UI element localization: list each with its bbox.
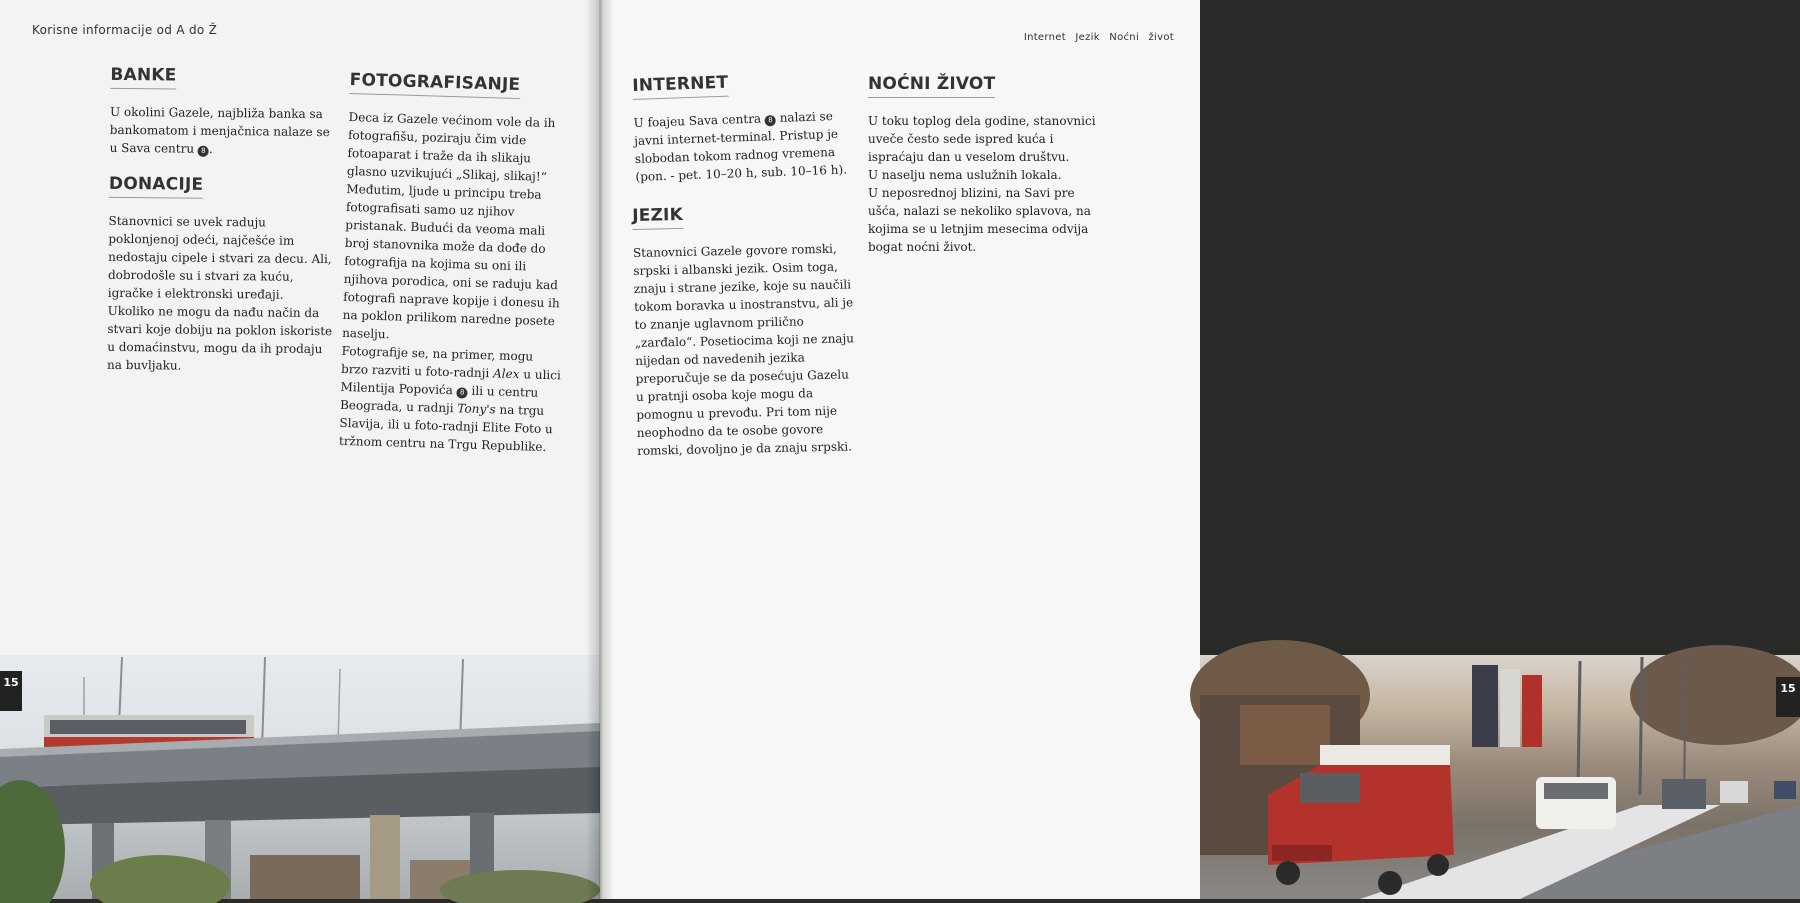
section-jezik <box>632 201 857 460</box>
section-text-internet <box>633 106 850 185</box>
section-text-fotografisanje-1: Deca iz Gazele većinom vole da ih fotografišu, poziraju čim vide fotoaparat i traže da ih slikaju glasno uzvikujući „Slikaj, slikaj!“ Međutim, ljude u principu treba fotografisati samo uz njihov pristanak. Budući da veoma mali broj stanovnika može da dođe do fotografija na kojima su oni ili njihova porodica, oni se raduju kad fotografi naprave kopije i donesu ih na poklon prilikom naredne posete naselju. <box>341 109 560 342</box>
section-title-donacije: DONACIJE <box>109 174 204 199</box>
photo-street-scene <box>1200 655 1800 899</box>
section-donacije <box>107 174 334 376</box>
section-title-banke: BANKE <box>110 65 176 90</box>
section-internet <box>632 68 851 185</box>
internet-text-a: U foajeu Sava centra <box>633 111 762 130</box>
foto-text-d: na trgu Slavija, ili u foto-radnji Elite Foto u tržnom centru na Trgu Republike. <box>338 402 553 454</box>
bridge-photo-illustration <box>0 655 600 899</box>
section-nocni-zivot <box>868 74 1098 256</box>
section-fotografisanje <box>339 70 570 456</box>
section-text-banke: U okolini Gazele, najbliža banka sa bankomatom i menjačnica nalaze se u Sava centru 8 . <box>109 104 330 156</box>
foto-text-c: ili u centru Beograda, u radnji <box>339 383 539 416</box>
section-title-fotografisanje: FOTOGRAFISANJE <box>349 70 520 99</box>
section-text-nocni-zivot-1: U toku toplog dela godine, stanovnici uveče često sede ispred kuća i ispraćaju dan u veselom društvu. <box>868 114 1096 164</box>
page-number-tab-right: 15 <box>1776 677 1800 717</box>
location-marker-icon: 8 <box>456 387 467 398</box>
section-title-internet: INTERNET <box>632 73 729 100</box>
page-number-tab-left: 15 <box>0 671 22 711</box>
internet-text-b: nalazi se javni internet-terminal. Pristup je slobodan tokom radnog vremena (pon. - pet. 10–20 h, sub. 10–16 h). <box>634 109 848 184</box>
foto-text-b: u ulici Milentija Popovića <box>340 367 562 398</box>
shop-name-tonys: Tony's <box>457 401 496 417</box>
foto-text-a: Fotografije se, na primer, mogu brzo razviti u foto-radnji <box>340 343 534 381</box>
section-text-fotografisanje-2 <box>339 342 562 456</box>
photo-bridge-overpass <box>0 655 600 899</box>
section-text-jezik: Stanovnici Gazele govore romski, srpski i albanski jezik. Osim toga, znaju i strane jezike, koje su naučili tokom boravka u inostranstvu, ali je to znanje uglavnom prilično „zarđalo“. Posetiocima koji ne znaju nijedan od navedenih jezika preporučuje se da posećuju Gazelu u pratnji osoba koje mogu da pomognu u prevođu. Pri tom nije neophodno da te osobe govore romski, dovoljno je da znaju srpski. <box>632 241 855 458</box>
section-title-nocni-zivot: NOĆNI ŽIVOT <box>868 74 995 98</box>
street-photo-illustration <box>1200 655 1800 899</box>
section-banke <box>110 65 336 159</box>
running-head-left: Korisne informacije od A do Ž <box>32 23 218 37</box>
section-text-donacije: Stanovnici se uvek raduju poklonjenoj odeći, najčešće im nedostaju cipele i stvari za decu. Ali, dobrodošle su i stvari za kuću, igračke i elektronski uređaji. Ukoliko ne mogu da nađu način da stvari koje dobiju na poklon iskoriste u domaćinstvu, mogu da ih prodaju na buvljaku. <box>106 213 333 373</box>
shop-name-alex: Alex <box>492 366 520 382</box>
section-text-nocni-zivot-2: U naselju nema uslužnih lokala. <box>868 168 1062 182</box>
running-head-right: Internet Jezik Noćni život <box>1023 32 1174 43</box>
location-marker-icon: 8 <box>765 115 776 126</box>
section-title-jezik: JEZIK <box>632 205 683 230</box>
banke-text: U okolini Gazele, najbliža banka sa bankomatom i menjačnica nalaze se u Sava centru <box>109 104 330 156</box>
section-text-nocni-zivot-3: U neposrednoj blizini, na Savi pre ušća, nalazi se nekoliko splavova, na kojima se u letnjim mesecima odvija bogat noćni život. <box>868 186 1091 254</box>
location-marker-icon: 8 <box>198 146 209 157</box>
left-page <box>0 0 600 899</box>
